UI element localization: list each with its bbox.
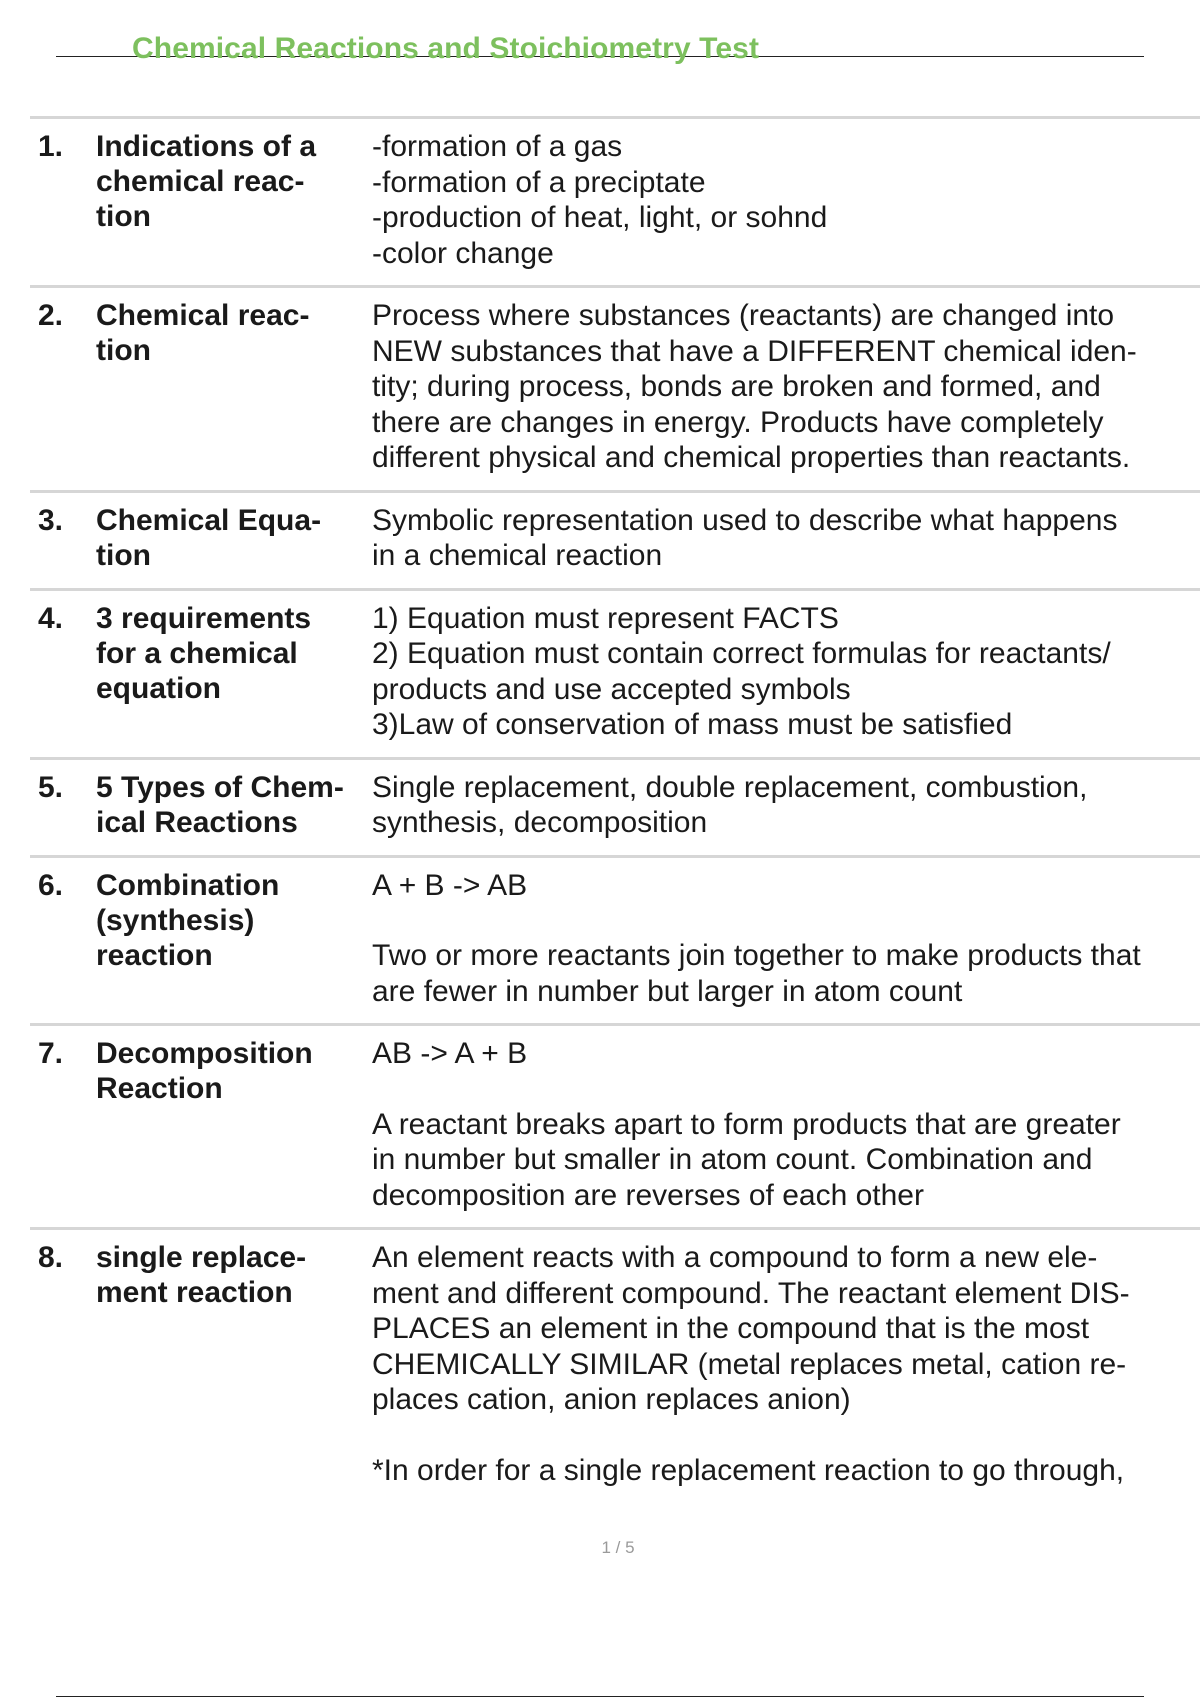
term-line: equation [96,671,221,705]
definition-line: *In order for a single replacement reaction to go through, [372,1453,1125,1487]
definition-line: -formation of a gas [372,130,623,163]
definition-line: CHEMICALLY SIMILAR (metal replaces metal, cation re- [372,1347,1127,1381]
definition-line: 2) Equation must contain correct formulas for reactants/ [372,637,1111,670]
card-definition [372,770,1200,841]
definition-line: tity; during process, bonds are broken and formed, and [372,370,1101,403]
card-term [96,868,372,1010]
card-number: 1. [38,130,64,163]
term-line: tion [96,538,151,572]
definition-line: -formation of a preciptate [372,165,706,199]
flashcard-row [30,1023,1200,1227]
term-line: Chemical Equa- [96,503,322,537]
flashcard-row [30,116,1200,285]
term-line: ment reaction [96,1276,293,1309]
card-term [96,129,372,271]
card-term [96,601,372,743]
definition-line: decomposition are reverses of each other [372,1178,924,1212]
definition-line: -color change [372,236,554,270]
term-line: for a chemical [96,636,298,670]
card-term [96,1036,372,1213]
definition-line: products and use accepted symbols [372,672,851,706]
card-definition [372,129,1200,271]
term-line: chemical reac- [96,165,305,198]
definition-line: different physical and chemical properties than reactants. [372,441,1131,474]
card-definition [372,298,1200,476]
definition-line: AB -> A + B [372,1037,528,1070]
flashcard-row [30,757,1200,855]
definition-line: Process where substances (reactants) are changed into [372,299,1115,332]
card-definition [372,1036,1200,1213]
definition-line: Single replacement, double replacement, combustion, [372,770,1088,804]
card-number: 2. [38,299,64,332]
card-number: 7. [38,1037,64,1070]
definition-line: in number but smaller in atom count. Combination and [372,1143,1093,1176]
flashcard-row [30,285,1200,490]
flashcard-row [30,1227,1200,1502]
term-line: Reaction [96,1072,223,1105]
card-number: 4. [38,601,64,635]
definition-line: in a chemical reaction [372,539,663,572]
card-definition [372,1240,1200,1488]
card-term [96,770,372,841]
page-number: 1 / 5 [601,1538,635,1557]
document-title: Chemical Reactions and Stoichiometry Test [132,32,760,65]
definition-line: NEW substances that have a DIFFERENT chemical iden- [372,334,1137,368]
definition-line: A reactant breaks apart to form products that are greater [372,1107,1121,1141]
card-definition [372,868,1200,1010]
term-line: (synthesis) [96,903,255,937]
definition-line: are fewer in number but larger in atom count [372,974,963,1008]
definition-line: Symbolic representation used to describe what happens [372,503,1118,537]
card-number: 8. [38,1241,64,1274]
definition-line: ment and different compound. The reactant element DIS- [372,1276,1130,1310]
card-definition [372,601,1200,743]
definition-line: PLACES an element in the compound that is the most [372,1312,1090,1345]
card-term [96,1240,372,1488]
card-number: 5. [38,770,64,804]
definition-line: synthesis, decomposition [372,806,708,839]
flashcard-row [30,588,1200,757]
definition-line: there are changes in energy. Products have completely [372,405,1104,439]
definition-line: A + B -> AB [372,868,528,902]
footer-rule [56,1696,1144,1697]
definition-line: 1) Equation must represent FACTS [372,601,839,635]
definition-line: places cation, anion replaces anion) [372,1383,851,1416]
flashcard-row [30,855,1200,1024]
card-number: 3. [38,503,64,537]
card-definition [372,503,1200,574]
definition-line: An element reacts with a compound to form a new ele- [372,1241,1098,1274]
term-line: 3 requirements [96,601,312,635]
term-line: Decomposition [96,1037,313,1070]
term-line: 5 Types of Chem- [96,770,344,804]
definition-line: -production of heat, light, or sohnd [372,201,828,234]
term-line: tion [96,200,151,233]
term-line: Chemical reac- [96,299,310,332]
term-line: tion [96,334,151,367]
term-line: single replace- [96,1241,307,1274]
flashcard-row [30,490,1200,588]
card-number: 6. [38,868,64,902]
card-term [96,298,372,476]
flashcard-list [30,116,1200,1502]
page-header [56,20,1144,65]
term-line: Indications of a [96,130,317,163]
term-line: reaction [96,938,213,972]
definition-line: Two or more reactants join together to make products that [372,939,1141,972]
definition-line: 3)Law of conservation of mass must be satisfied [372,708,1013,741]
term-line: Combination [96,868,280,902]
card-term [96,503,372,574]
term-line: ical Reactions [96,805,298,839]
